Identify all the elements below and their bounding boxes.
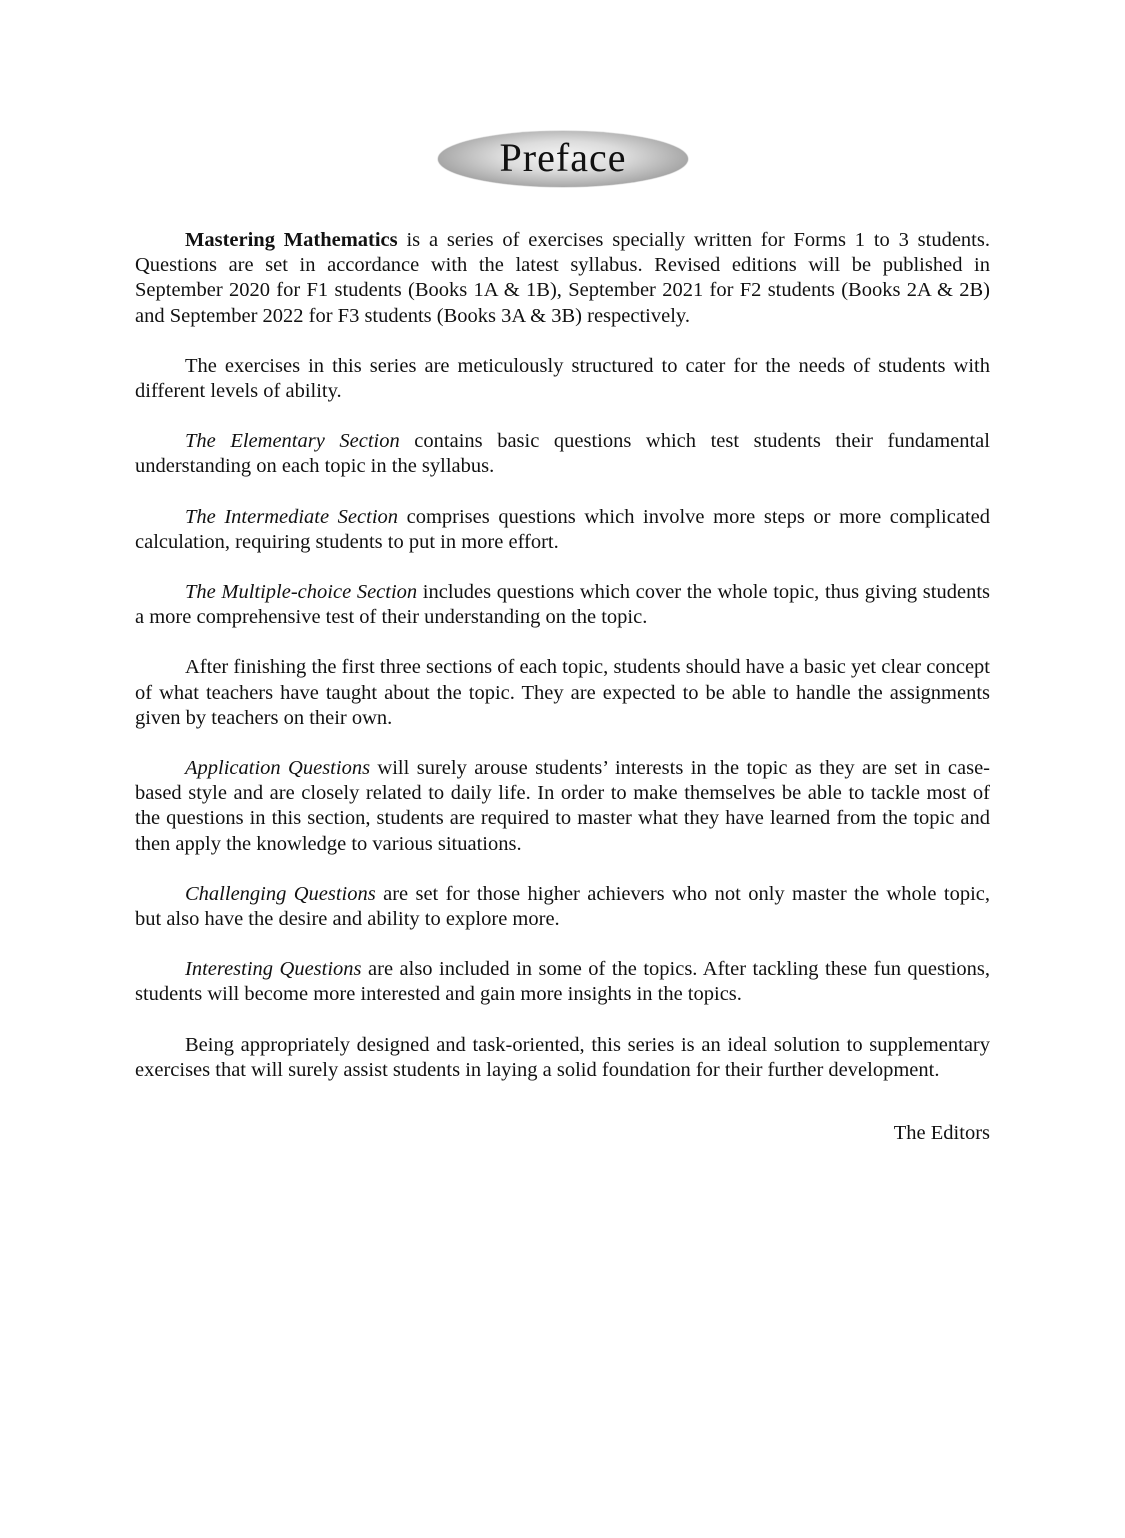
preface-title-badge	[438, 131, 688, 187]
paragraph-challenging: Challenging Questions are set for those higher achievers who not only master the whole topic, but also have the desire and ability to explore more.	[135, 882, 991, 931]
paragraph-after-sections: After finishing the first three sections of each topic, students should have a basic yet clear concept of what teachers have taught about the topic. They are expected to be able to handle the assignments given by teachers on their own.	[135, 656, 990, 729]
paragraph-intro: Mastering Mathematics is a series of exercises specially written for Forms 1 to 3 students. Questions are set in accordance with the latest syllabus. Revised editions will be published in September 2020 for F1 students (Books 1A & 1B), September 2021 for F2 students (Books 2A & 2B) and September 2022 for F3 students (Books 3A & 3B) respectively.	[135, 229, 990, 327]
paragraph-elementary: The Elementary Section contains basic questions which test students their fundamental understanding on each topic in the syllabus.	[135, 430, 990, 478]
section-name: The Multiple-choice Section	[185, 581, 418, 604]
section-name: Challenging Questions	[185, 882, 376, 905]
signature: The Editors	[893, 1122, 990, 1145]
paragraph-interesting: Interesting Questions are also included in some of the topics. After tackling these fun questions, students will become more interested and gain more insights in the topics.	[135, 958, 990, 1006]
page-title: Preface	[499, 135, 627, 180]
section-name: The Elementary Section	[185, 430, 400, 453]
series-name: Mastering Mathematics	[185, 229, 398, 251]
paragraph-multiple-choice: The Multiple-choice Section includes questions which cover the whole topic, thus giving students a more comprehensive test of their understanding on the topic.	[135, 581, 990, 629]
section-name: Interesting Questions	[185, 958, 362, 981]
preface-body	[135, 228, 990, 1146]
paragraph-conclusion: Being appropriately designed and task-oriented, this series is an ideal solution to supplementary exercises that will surely assist students in laying a solid foundation for their further development.	[135, 1033, 990, 1081]
paragraph-application: Application Questions will surely arouse students’ interests in the topic as they are set in case-based style and are closely related to daily life. In order to make themselves be able to tackle most of the questions in this section, students are required to master what they have learned from the topic and then apply the knowledge to various situations.	[135, 757, 990, 855]
section-name: The Intermediate Section	[185, 505, 399, 528]
paragraph-structure: The exercises in this series are meticulously structured to cater for the needs of students with different levels of ability.	[135, 354, 990, 403]
section-name: Application Questions	[185, 757, 371, 780]
paragraph-intermediate: The Intermediate Section comprises questions which involve more steps or more complicated calculation, requiring students to put in more effort.	[135, 505, 990, 553]
